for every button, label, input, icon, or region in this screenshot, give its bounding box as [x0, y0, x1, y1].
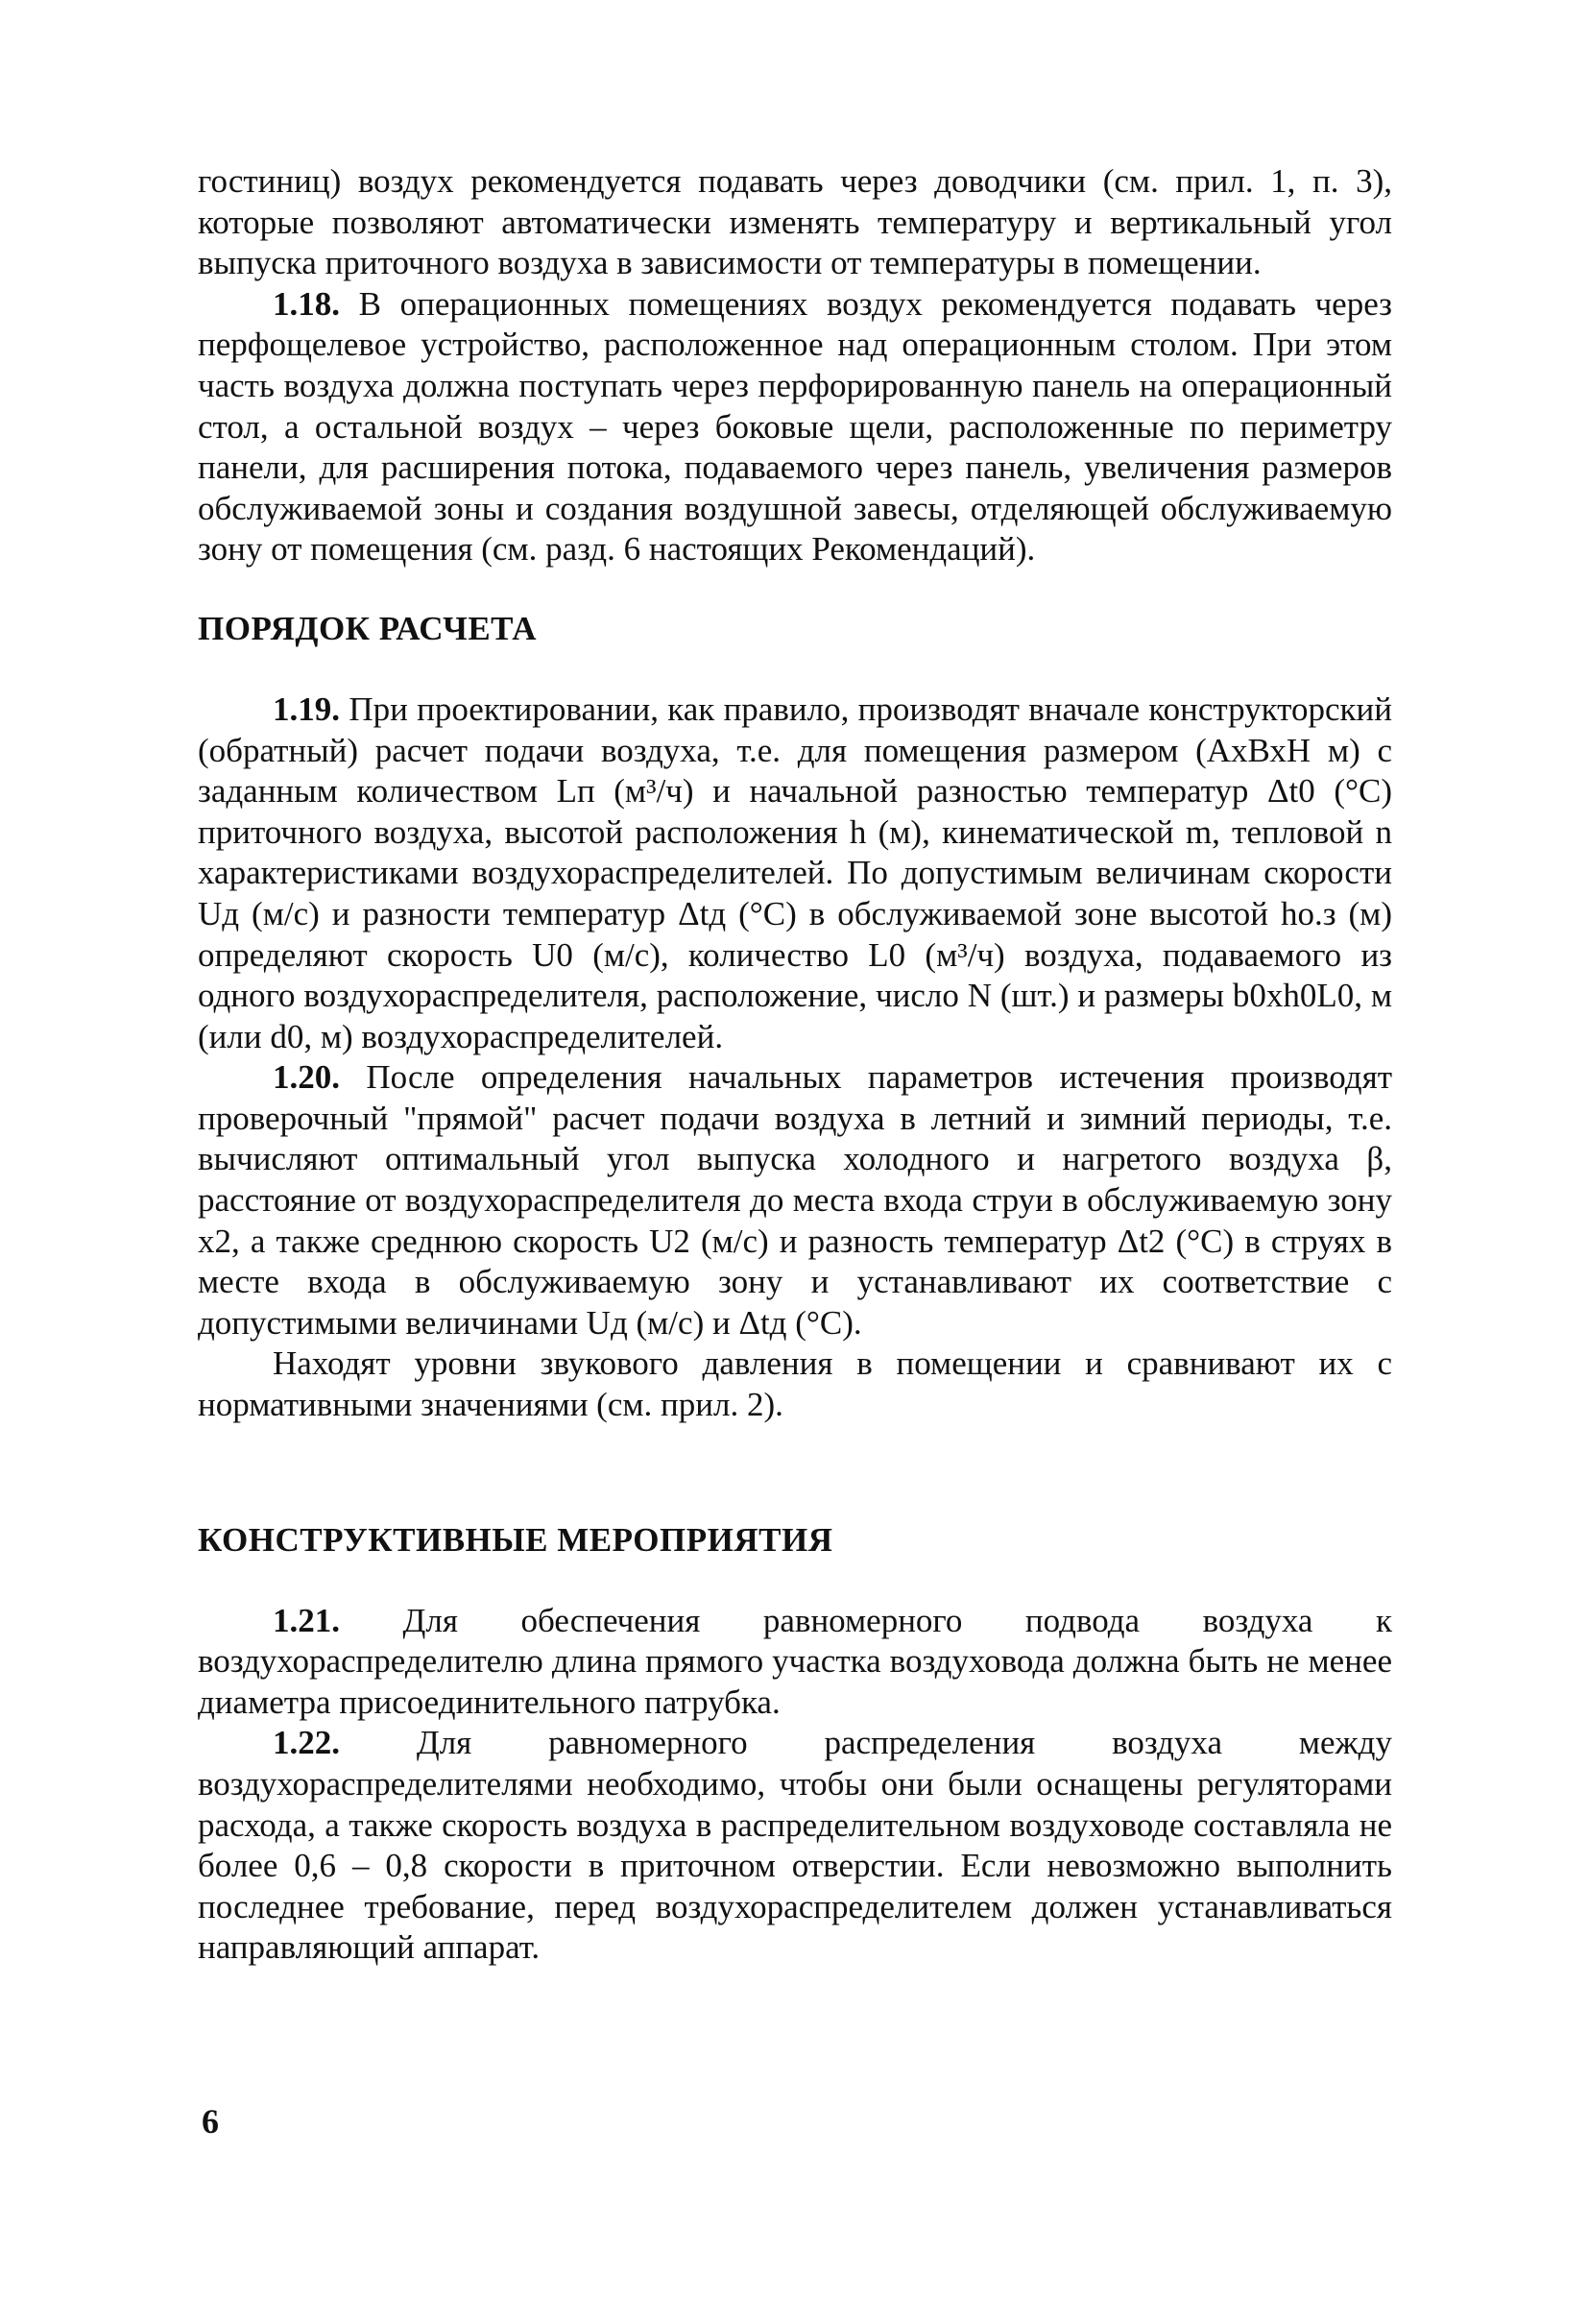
clause-text: После определения начальных параметров истечения производят проверочный "прямой" расчет подачи воздуха в летний и зимний периоды, т.е. вычисляют оптимальный угол выпуска холодного и нагретого воздуха β, расстояние от воздухораспределителя до места входа струи в обслуживаемую зону x2, а также среднюю скорость U2 (м/с) и разность температур Δt2 (°С) в струях в месте входа в обслуживаемую зону и устанавливают их соответствие с допустимыми величинами Uд (м/с) и Δtд (°С).	[198, 1058, 1392, 1342]
section-heading-calc-order: ПОРЯДОК РАСЧЕТА	[198, 609, 538, 647]
clause-number: 1.19.	[273, 690, 340, 728]
paragraph-1-19	[198, 690, 1392, 1057]
paragraph-sound-levels: Находят уровни звукового давления в помещении и сравнивают их с нормативными значениями (см. прил. 2).	[198, 1344, 1392, 1424]
page-number: 6	[202, 2102, 219, 2141]
clause-text: Для равномерного распределения воздуха между воздухораспределителями необходимо, чтобы они были оснащены регуляторами расхода, а также скорость воздуха в распределительном воздуховоде составляла не более 0,6 – 0,8 скорости в приточном отверстии. Если невозможно выполнить последнее требование, перед воздухораспределителем должен устанавливаться направляющий аппарат.	[198, 1724, 1392, 1967]
paragraph-continuation: гостиниц) воздух рекомендуется подавать через доводчики (см. прил. 1, п. 3), которые позволяют автоматически изменять температуру и вертикальный угол выпуска приточного воздуха в зависимости от температуры в помещении.	[198, 162, 1392, 282]
clause-number: 1.20.	[273, 1058, 340, 1097]
section-heading-constructive: КОНСТРУКТИВНЫЕ МЕРОПРИЯТИЯ	[198, 1520, 833, 1559]
clause-text: В операционных помещениях воздух рекомендуется подавать через перфощелевое устройство, расположенное над операционным столом. При этом часть воздуха должна поступать через перфорированную панель на операционный стол, а остальной воздух – через боковые щели, расположенные по периметру панели, для расширения потока, подаваемого через панель, увеличения размеров обслуживаемой зоны и создания воздушной завесы, отделяющей обслуживаемую зону от помещения (см. разд. 6 настоящих Рекомендаций).	[198, 284, 1392, 569]
paragraph-1-20	[198, 1057, 1392, 1344]
clause-number: 1.21.	[273, 1601, 340, 1639]
paragraph-1-18	[198, 284, 1392, 570]
clause-text: При проектировании, как правило, производят вначале конструкторский (обратный) расчет подачи воздуха, т.е. для помещения размером (АхВхН м) с заданным количеством Lп (м³/ч) и начальной разностью температур Δt0 (°С) приточного воздуха, высотой расположения h (м), кинематической m, тепловой n характеристиками воздухораспределителей. По допустимым величинам скорости Uд (м/с) и разности температур Δtд (°С) в обслуживаемой зоне высотой hо.з (м) определяют скорость U0 (м/с), количество L0 (м³/ч) воздуха, подаваемого из одного воздухораспределителя, расположение, число N (шт.) и размеры b0хh0L0, м (или d0, м) воздухораспределителей.	[198, 690, 1392, 1055]
clause-number: 1.22.	[273, 1724, 340, 1762]
paragraph-1-22	[198, 1723, 1392, 1969]
paragraph-1-21	[198, 1601, 1392, 1724]
clause-number: 1.18.	[273, 284, 340, 323]
document-page	[198, 161, 1392, 1969]
clause-text: Для обеспечения равномерного подвода воздуха к воздухораспределителю длина прямого участка воздуховода должна быть не менее диаметра присоединительного патрубка.	[198, 1601, 1392, 1721]
